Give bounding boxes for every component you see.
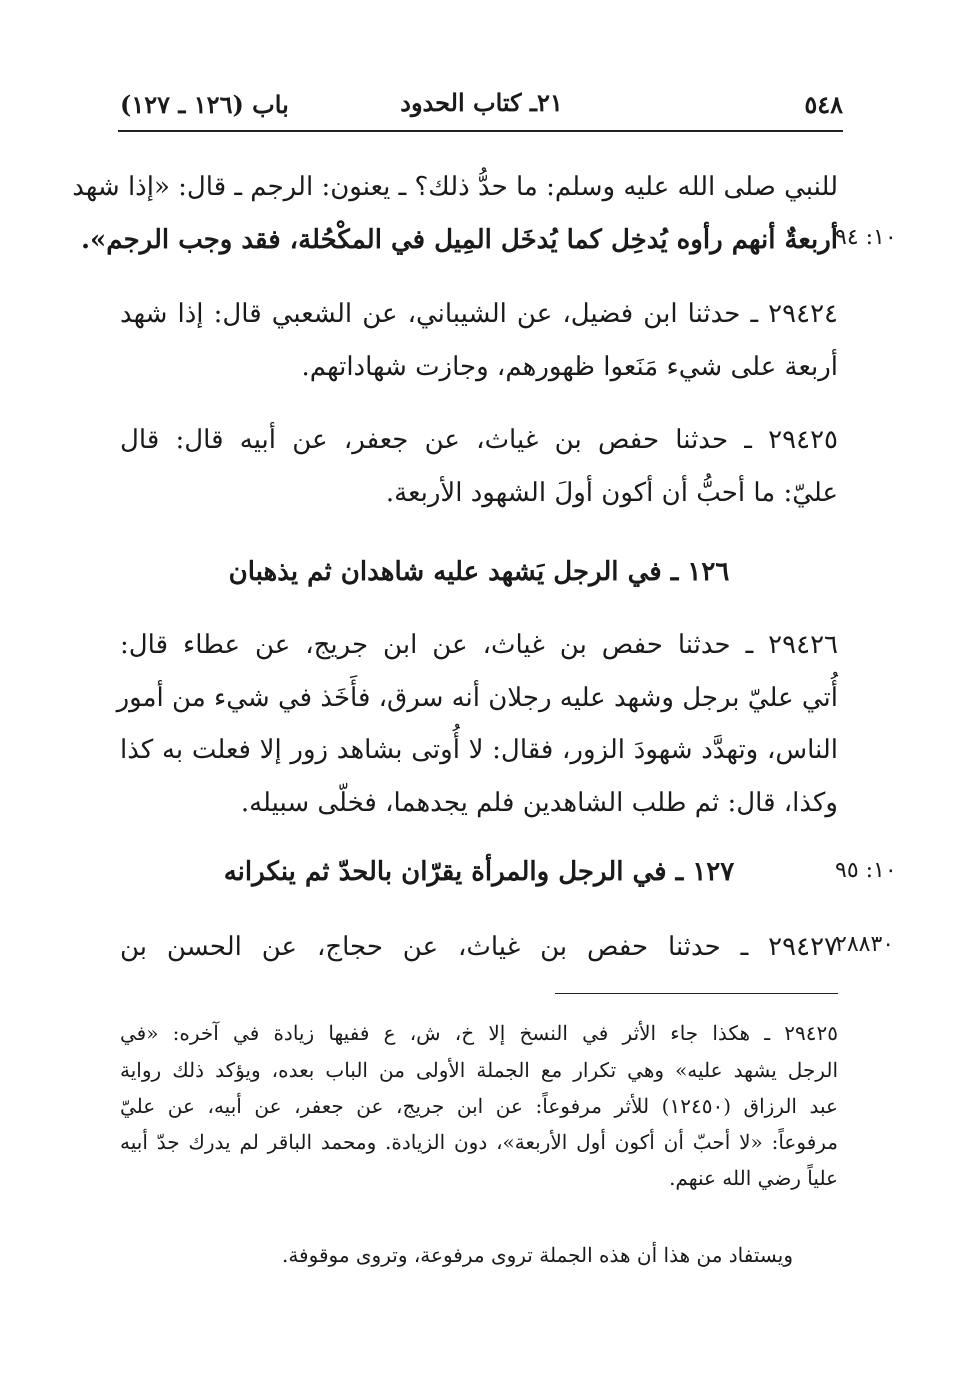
text-line: للنبي صلى الله عليه وسلم: ما حدُّ ذلك؟ ـ يعنون: الرجم ـ قال: «إذا شهد xyxy=(72,172,838,202)
margin-note: ١٠: ٩٤ xyxy=(835,225,897,250)
footnote-line: علياً رضي الله عنهم. xyxy=(669,1166,838,1190)
footnote-line: الرجل يشهد عليه» وهي تكرار مع الجملة الأولى من الباب بعده، ويؤكد ذلك رواية xyxy=(120,1058,838,1082)
section-heading-126: ١٢٦ ـ في الرجل يَشهد عليه شاهدان ثم يذهبان xyxy=(228,557,730,587)
text-line: أربعة على شيء مَنَعوا ظهورهم، وجازت شهاداتهم. xyxy=(301,352,838,382)
footnote-line: مرفوعاً: «لا أحبّ أن أكون أول الأربعة»، دون الزيادة. ومحمد الباقر لم يدرك جدّ أبيه xyxy=(120,1130,838,1154)
book-title: ٢١ـ كتاب الحدود xyxy=(400,88,563,117)
margin-note: ١٠: ٩٥ xyxy=(835,858,897,883)
text-line: أربعةٌ أنهم رأوه يُدخِل كما يُدخَل المِيل في المكْحُلة، فقد وجب الرجم». xyxy=(80,225,838,255)
footnote-divider xyxy=(555,993,838,994)
margin-note: ٢٨٨٣٠ xyxy=(835,932,895,957)
header-divider xyxy=(118,130,843,132)
footnote-extra: ويستفاد من هذا أن هذه الجملة تروى مرفوعة، وتروى موقوفة. xyxy=(281,1243,793,1267)
page-number: ٥٤٨ xyxy=(804,90,843,119)
chapter-range: باب (١٢٦ ـ ١٢٧) xyxy=(120,90,289,119)
text-line: وكذا، قال: ثم طلب الشاهدين فلم يجدهما، فخلّى سبيله. xyxy=(240,788,838,818)
footnote-line: ٢٩٤٢٥ ـ هكذا جاء الأثر في النسخ إلا خ، ش، ع ففيها زيادة في آخره: «في xyxy=(120,1021,838,1045)
hadith-29427: ٢٩٤٢٧ ـ حدثنا حفص بن غياث، عن حجاج، عن الحسن بن xyxy=(120,932,838,962)
hadith-29426: ٢٩٤٢٦ ـ حدثنا حفص بن غياث، عن ابن جريج، عن عطاء قال: xyxy=(120,630,838,660)
text-line: عليّ: ما أحبُّ أن أكون أولَ الشهود الأربعة. xyxy=(385,478,838,508)
hadith-29425: ٢٩٤٢٥ ـ حدثنا حفص بن غياث، عن جعفر، عن أبيه قال: قال xyxy=(120,425,838,455)
text-line: أُتي عليّ برجل وشهد عليه رجلان أنه سرق، فأَخَذ في شيء من أمور xyxy=(116,683,838,713)
footnote-line: عبد الرزاق (١٢٤٥٠) للأثر مرفوعاً: عن ابن جريج، عن جعفر، عن أبيه، عن عليّ xyxy=(120,1094,838,1118)
section-heading-127: ١٢٧ ـ في الرجل والمرأة يقرّان بالحدّ ثم ينكرانه xyxy=(223,857,735,887)
text-line: الناس، وتهدَّد شهودَ الزور، فقال: لا أُوتى بشاهد زور إلا فعلت به كذا xyxy=(120,735,838,765)
hadith-29424: ٢٩٤٢٤ ـ حدثنا ابن فضيل، عن الشيباني، عن الشعبي قال: إذا شهد xyxy=(120,299,838,329)
